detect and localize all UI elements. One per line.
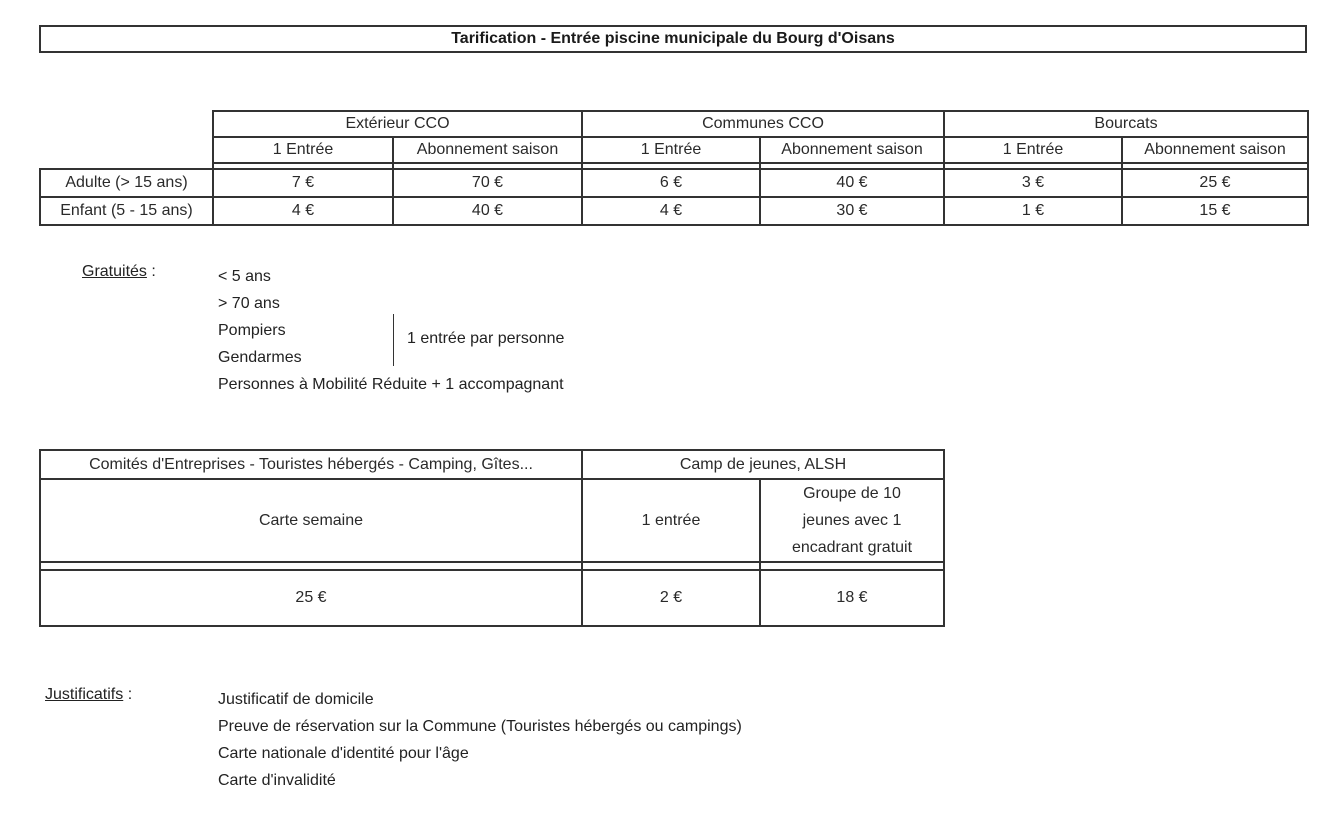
price-table	[39, 110, 1309, 226]
table-row	[40, 197, 1308, 225]
price-cell: 2 €	[582, 570, 760, 626]
price-cell: 4 €	[582, 197, 760, 225]
list-item: < 5 ans	[218, 268, 271, 285]
list-item: Justificatif de domicile	[218, 691, 374, 708]
brace-note: 1 entrée par personne	[407, 330, 565, 347]
gratuites-label	[82, 263, 156, 281]
price-cell: 15 €	[1122, 197, 1308, 225]
list-item: Pompiers	[218, 322, 286, 339]
group-header-right: Camp de jeunes, ALSH	[582, 450, 944, 479]
subheader: Abonnement saison	[393, 137, 582, 163]
justificatifs-list	[218, 686, 742, 794]
price-cell: 40 €	[393, 197, 582, 225]
price-cell: 18 €	[760, 570, 944, 626]
subheader: Abonnement saison	[1122, 137, 1308, 163]
list-item: Carte nationale d'identité pour l'âge	[218, 745, 469, 762]
group-header-communes: Communes CCO	[582, 111, 944, 137]
list-item: Preuve de réservation sur la Commune (Touristes hébergés ou campings)	[218, 718, 742, 735]
groupe-line: Groupe de 10	[803, 485, 901, 502]
list-item: > 70 ans	[218, 295, 280, 312]
price-cell: 4 €	[213, 197, 393, 225]
price-cell: 40 €	[760, 169, 944, 197]
spacer-cell	[582, 562, 760, 570]
subheader: Abonnement saison	[760, 137, 944, 163]
spacer-cell	[760, 562, 944, 570]
brace-line	[393, 314, 394, 366]
list-item: Carte d'invalidité	[218, 772, 336, 789]
group-header-exterieur: Extérieur CCO	[213, 111, 582, 137]
group-table	[39, 449, 945, 627]
price-cell: 7 €	[213, 169, 393, 197]
row-label: Adulte (> 15 ans)	[40, 169, 213, 197]
group-header-bourcats: Bourcats	[944, 111, 1308, 137]
gratuites-colon: :	[146, 263, 156, 280]
price-cell: 25 €	[1122, 169, 1308, 197]
row-label: Enfant (5 - 15 ans)	[40, 197, 213, 225]
empty-corner	[40, 137, 213, 163]
groupe-cell	[760, 479, 944, 562]
justificatifs-heading: Justificatifs	[45, 686, 124, 703]
subheader: 1 Entrée	[582, 137, 760, 163]
gratuites-heading: Gratuités	[82, 263, 147, 280]
price-cell: 1 €	[944, 197, 1122, 225]
une-entree-cell: 1 entrée	[582, 479, 760, 562]
carte-semaine-cell: Carte semaine	[40, 479, 582, 562]
price-cell: 25 €	[40, 570, 582, 626]
groupe-line: jeunes avec 1	[802, 512, 902, 529]
empty-corner	[40, 111, 213, 137]
justificatifs-colon: :	[123, 686, 133, 703]
subheader: 1 Entrée	[944, 137, 1122, 163]
price-cell: 3 €	[944, 169, 1122, 197]
table-row	[40, 169, 1308, 197]
page-title: Tarification - Entrée piscine municipale du Bourg d'Oisans	[39, 25, 1307, 53]
justificatifs-label	[45, 686, 132, 704]
price-cell: 70 €	[393, 169, 582, 197]
list-item: Personnes à Mobilité Réduite + 1 accompagnant	[218, 376, 564, 393]
groupe-line: encadrant gratuit	[791, 539, 913, 556]
spacer-cell	[40, 562, 582, 570]
price-cell: 6 €	[582, 169, 760, 197]
table-row	[40, 570, 944, 626]
list-item: Gendarmes	[218, 349, 302, 366]
subheader: 1 Entrée	[213, 137, 393, 163]
group-header-left: Comités d'Entreprises - Touristes hébergés - Camping, Gîtes...	[40, 450, 582, 479]
price-cell: 30 €	[760, 197, 944, 225]
